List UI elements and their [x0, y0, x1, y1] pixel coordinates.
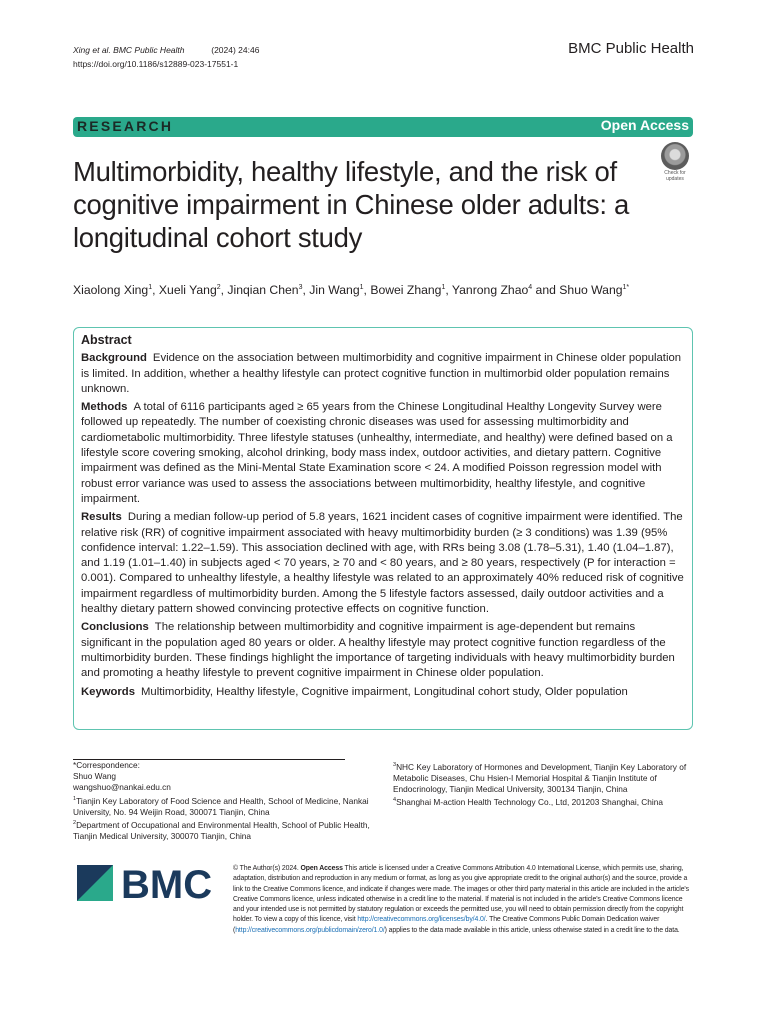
author-name: Xiaolong Xing: [73, 283, 149, 297]
article-meta: [73, 43, 259, 71]
conclusions-text: The relationship between multimorbidity and cognitive impairment is age-dependent but remains significant in the population aged 80 years or older. A healthy lifestyle may protect cognitive function regardless of the multimorbidity burden. These findings highlight the importance of targeting individuals with heavy multimorbidity burden and promoting a heathy lifestyle to prevent cognitive impairment in Chinese older population.: [81, 621, 675, 680]
correspondence-label: *Correspondence:: [73, 760, 140, 770]
check-for-updates-badge[interactable]: [658, 142, 692, 184]
author-affiliation-mark: 1: [441, 283, 446, 291]
open-access-label: Open Access: [600, 117, 689, 133]
doi-link[interactable]: https://doi.org/10.1186/s12889-023-17551-1: [73, 59, 239, 69]
abstract-title: Abstract: [81, 333, 132, 347]
article-title: Multimorbidity, healthy lifestyle, and the risk of cognitive impairment in Chinese older adults: a longitudinal cohort study: [73, 156, 630, 253]
affiliation-3: $^3$NHC Key Laboratory of Hormones and Development, Tianjin Key Laboratory of Metabolic Diseases, Chu Hsien-I Memorial Hospital & Tianjin Institute of Endocrinology, Tianjin Medical University, 300134 Tianjin, China: [393, 761, 687, 795]
license-body-1: This article is licensed under a Creative Commons Attribution 4.0 International License, which permits use, sharing, adaptation, distribution and reproduction in any medium or format, as long as you give appropriate credit to the original author(s) and the source, provide a link to the Creative Commons licence, and indicate if changes were made. The images or other third party material in this article are included in the article's Creative Commons licence, unless indicated otherwise in a credit line to the material. If material is not included in the article's Creative Commons licence and your intended use is not permitted by statutory regulation or exceeds the permitted use, you will need to obtain permission directly from the copyright holder. To view a copy of this licence, visit: [233, 865, 689, 924]
author-affiliation-mark: 3: [298, 283, 303, 291]
research-label: RESEARCH: [77, 118, 174, 134]
author-affiliation-mark: 2: [216, 283, 221, 291]
abstract-conclusions: [81, 620, 685, 681]
keywords-text: Multimorbidity, Healthy lifestyle, Cognitive impairment, Longitudinal cohort study, Older population: [141, 685, 628, 698]
affiliation-2: $^2$Department of Occupational and Environmental Health, School of Public Health, Tianjin Medical University, 300070 Tianjin, China: [73, 819, 370, 841]
methods-heading: Methods: [81, 401, 128, 414]
author-affiliation-mark: 4: [528, 283, 533, 291]
correspondence-name: Shuo Wang: [73, 771, 117, 782]
affiliation-1: $^1$Tianjin Key Laboratory of Food Science and Health, School of Medicine, Nankai University, No. 94 Weijin Road, 300071 Tianjin, China: [73, 795, 369, 817]
abstract: [81, 333, 685, 703]
footnotes-right: [393, 760, 693, 808]
background-heading: Background: [81, 352, 147, 365]
footnotes-left: [73, 760, 373, 842]
citation-year: (2024) 24:46: [211, 45, 260, 55]
license-url-1[interactable]: http://creativecommons.org/licenses/by/4.0/: [357, 916, 486, 924]
article-type-band: [73, 117, 693, 137]
abstract-keywords: [81, 685, 685, 700]
author-affiliation-mark: 1: [359, 283, 364, 291]
check-for-updates-text: Check for updates: [664, 170, 686, 182]
correspondence-email[interactable]: wangshuo@nankai.edu.cn: [73, 782, 171, 793]
license-body-3: ) applies to the data made available in this article, unless otherwise stated in a credit line to the data.: [384, 926, 680, 934]
license-url-2[interactable]: http://creativecommons.org/publicdomain/zero/1.0/: [235, 926, 385, 934]
check-for-updates-icon: [661, 142, 689, 170]
bmc-logo-text: BMC: [121, 865, 213, 905]
author-list: Xiaolong Xing$^1$, Xueli Yang$^2$, Jinqian Chen$^3$, Jin Wang$^1$, Bowei Zhang$^1$, Yanrong Zhao$^4$ and Shuo Wang$^{1*}$: [73, 283, 630, 297]
results-text: During a median follow-up period of 5.8 years, 1621 incident cases of cognitive impairment were identified. The relative risk (RR) of cognitive impairment associated with heavy multimorbidity burden (≥ 3 conditions) was 1.39 (95% confidence interval: 1.22–1.59). This association declined with age, with RRs being 3.08 (1.78–5.31), 1.40 (1.04–1.87), and 1.19 (1.01–1.40) in subjects aged < 70 years, ≥ 70 and < 80 years, and ≥ 80 years, respectively (P for interaction = 0.001). Compared to unhealthy lifestyle, a healthy lifestyle was related to an approximately 40% reduced risk of cognitive impairment regardless of multimorbidity burden. Among the 5 lifestyle factors assessed, daily outdoor activities and a healthy dietary pattern showed convincing protective effects on cognitive function.: [81, 511, 684, 616]
abstract-methods: [81, 400, 685, 507]
license-text: [233, 864, 693, 936]
author-name: Shuo Wang: [559, 283, 623, 297]
bmc-logo: [77, 865, 215, 905]
methods-text: A total of 6116 participants aged ≥ 65 years from the Chinese Longitudinal Healthy Longevity Survey were followed up repeatedly. The number of coexisting chronic diseases was used for assessing multimorbidity and cardiometabolic multimorbidity. Three lifestyle statuses (unhealthy, intermediate, and healthy) were defined based on a lifestyle score covering smoking, alcohol drinking, body mass index, outdoor activities, and dietary pattern. Cognitive impairment was defined as the Mini-Mental State Examination score < 24. A modified Poisson regression model with robust error variance was used to assess the associations between multimorbidity, healthy lifestyle, and cognitive impairment.: [81, 401, 673, 505]
conclusions-heading: Conclusions: [81, 621, 149, 634]
abstract-background: [81, 351, 685, 397]
affiliation-4: $^4$Shanghai M-action Health Technology Co., Ltd, 201203 Shanghai, China: [393, 797, 663, 808]
license-body-2: . The Creative Commons Public Domain Dedication waiver (: [233, 916, 660, 934]
citation-authors: Xing et al. BMC Public Health: [73, 45, 185, 55]
keywords-heading: Keywords: [81, 685, 135, 698]
abstract-results: [81, 510, 685, 617]
citation-line: [73, 43, 259, 57]
results-heading: Results: [81, 511, 122, 524]
author-name: Bowei Zhang: [370, 283, 442, 297]
author-name: Jinqian Chen: [227, 283, 299, 297]
author-name: Xueli Yang: [158, 283, 217, 297]
license-author-year: © The Author(s) 2024.: [233, 865, 299, 872]
license-open-access: Open Access: [300, 865, 343, 872]
author-affiliation-mark: 1*: [622, 283, 630, 291]
author-name: Jin Wang: [309, 283, 360, 297]
journal-name: BMC Public Health: [568, 40, 694, 57]
author-name: Yanrong Zhao: [451, 283, 529, 297]
background-text: Evidence on the association between multimorbidity and cognitive impairment in Chinese older population is limited. In addition, whether a healthy lifestyle can protect cognitive function in multimorbid older population remains unknown.: [81, 352, 682, 395]
author-affiliation-mark: 1: [148, 283, 153, 291]
